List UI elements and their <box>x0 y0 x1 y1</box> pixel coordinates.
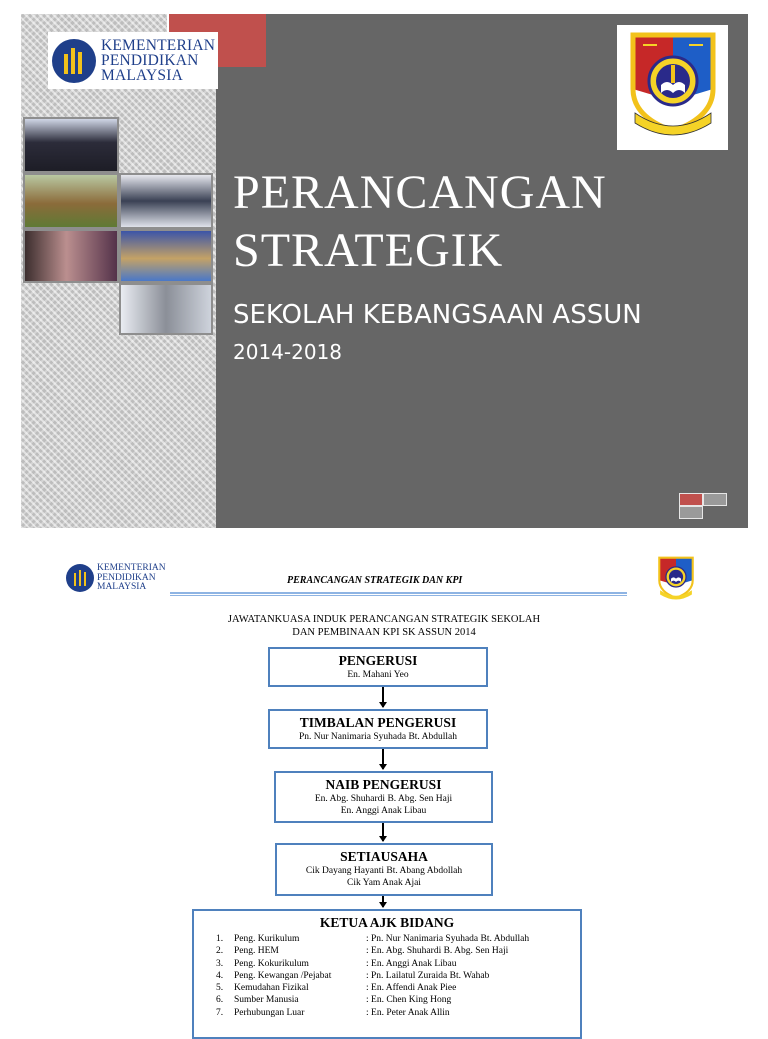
ministry-logo-text: KEMENTERIAN PENDIDIKAN MALAYSIA <box>97 563 166 592</box>
photo-collage <box>23 117 213 335</box>
photo-students-reading <box>119 283 213 335</box>
ministry-emblem-icon <box>52 39 96 83</box>
org-member: Pn. Nur Nanimaria Syuhada Bt. Abdullah <box>298 732 458 742</box>
decor-square-grey <box>703 493 727 506</box>
org-role: KETUA AJK BIDANG <box>319 915 455 930</box>
photo-students-caps <box>119 173 213 229</box>
photo-classroom <box>119 229 213 283</box>
org-box-vice-chairman <box>274 771 493 823</box>
org-role: PENGERUSI <box>338 653 418 668</box>
list-item: 4. Peng. Kewangan /Pejabat : Pn. Lailatul Zuraida Bt. Wahab <box>216 970 490 981</box>
arrow-down-icon <box>382 687 384 707</box>
org-box-ajk-heads <box>192 909 582 1039</box>
list-item: 3. Peng. Kokurikulum : En. Anggi Anak Libau <box>216 958 457 969</box>
org-role: NAIB PENGERUSI <box>325 777 442 792</box>
plan-years: 2014-2018 <box>233 340 343 364</box>
list-item: 5. Kemudahan Fizikal : En. Affendi Anak Piee <box>216 983 457 994</box>
org-role: SETIAUSAHA <box>340 849 428 864</box>
cover-title: PERANCANGAN STRATEGIK <box>233 166 607 277</box>
org-box-chairman <box>268 647 488 687</box>
ajk-list <box>216 933 529 1019</box>
list-item: 6. Sumber Manusia : En. Chen King Hong <box>216 995 452 1006</box>
ministry-logo-small <box>66 564 166 593</box>
committee-title: JAWATANKUASA INDUK PERANCANGAN STRATEGIK SEKOLAH DAN PEMBINAAN KPI SK ASSUN 2014 <box>227 614 541 638</box>
page-header: PERANCANGAN STRATEGIK DAN KPI <box>287 575 463 586</box>
school-name: SEKOLAH KEBANGSAAN ASSUN <box>233 300 642 330</box>
ministry-emblem-icon <box>66 564 94 592</box>
ministry-logo-text: KEMENTERIAN PENDIDIKAN MALAYSIA <box>101 37 216 84</box>
arrow-down-icon <box>382 823 384 841</box>
org-member: Cik Yam Anak Ajai <box>347 878 421 888</box>
cover-page <box>21 14 748 528</box>
org-role: TIMBALAN PENGERUSI <box>299 715 457 730</box>
school-crest <box>617 25 728 150</box>
ministry-logo <box>48 32 218 89</box>
list-item: 1. Peng. Kurikulum : Pn. Nur Nanimaria Syuhada Bt. Abdullah <box>216 934 530 944</box>
org-member: Cik Dayang Hayanti Bt. Abang Abdollah <box>305 866 463 876</box>
decor-square-empty <box>703 506 727 519</box>
photo-students-group <box>23 229 119 283</box>
photo-school-building <box>23 173 119 229</box>
photo-graduation <box>23 117 119 173</box>
org-member: En. Anggi Anak Libau <box>340 806 427 816</box>
school-crest-icon <box>627 31 719 141</box>
org-box-secretary <box>275 843 493 896</box>
org-box-deputy-chairman <box>268 709 488 749</box>
school-crest-icon <box>656 556 696 602</box>
org-member: En. Mahani Yeo <box>347 670 409 680</box>
header-rule <box>170 592 627 596</box>
decor-square-red <box>679 493 703 506</box>
arrow-down-icon <box>382 896 384 907</box>
list-item: 7. Perhubungan Luar : En. Peter Anak Allin <box>216 1007 450 1018</box>
list-item: 2. Peng. HEM : En. Abg. Shuhardi B. Abg. Sen Haji <box>216 946 509 957</box>
org-member: En. Abg. Shuhardi B. Abg. Sen Haji <box>314 794 453 804</box>
decor-square-grey <box>679 506 703 519</box>
arrow-down-icon <box>382 749 384 769</box>
